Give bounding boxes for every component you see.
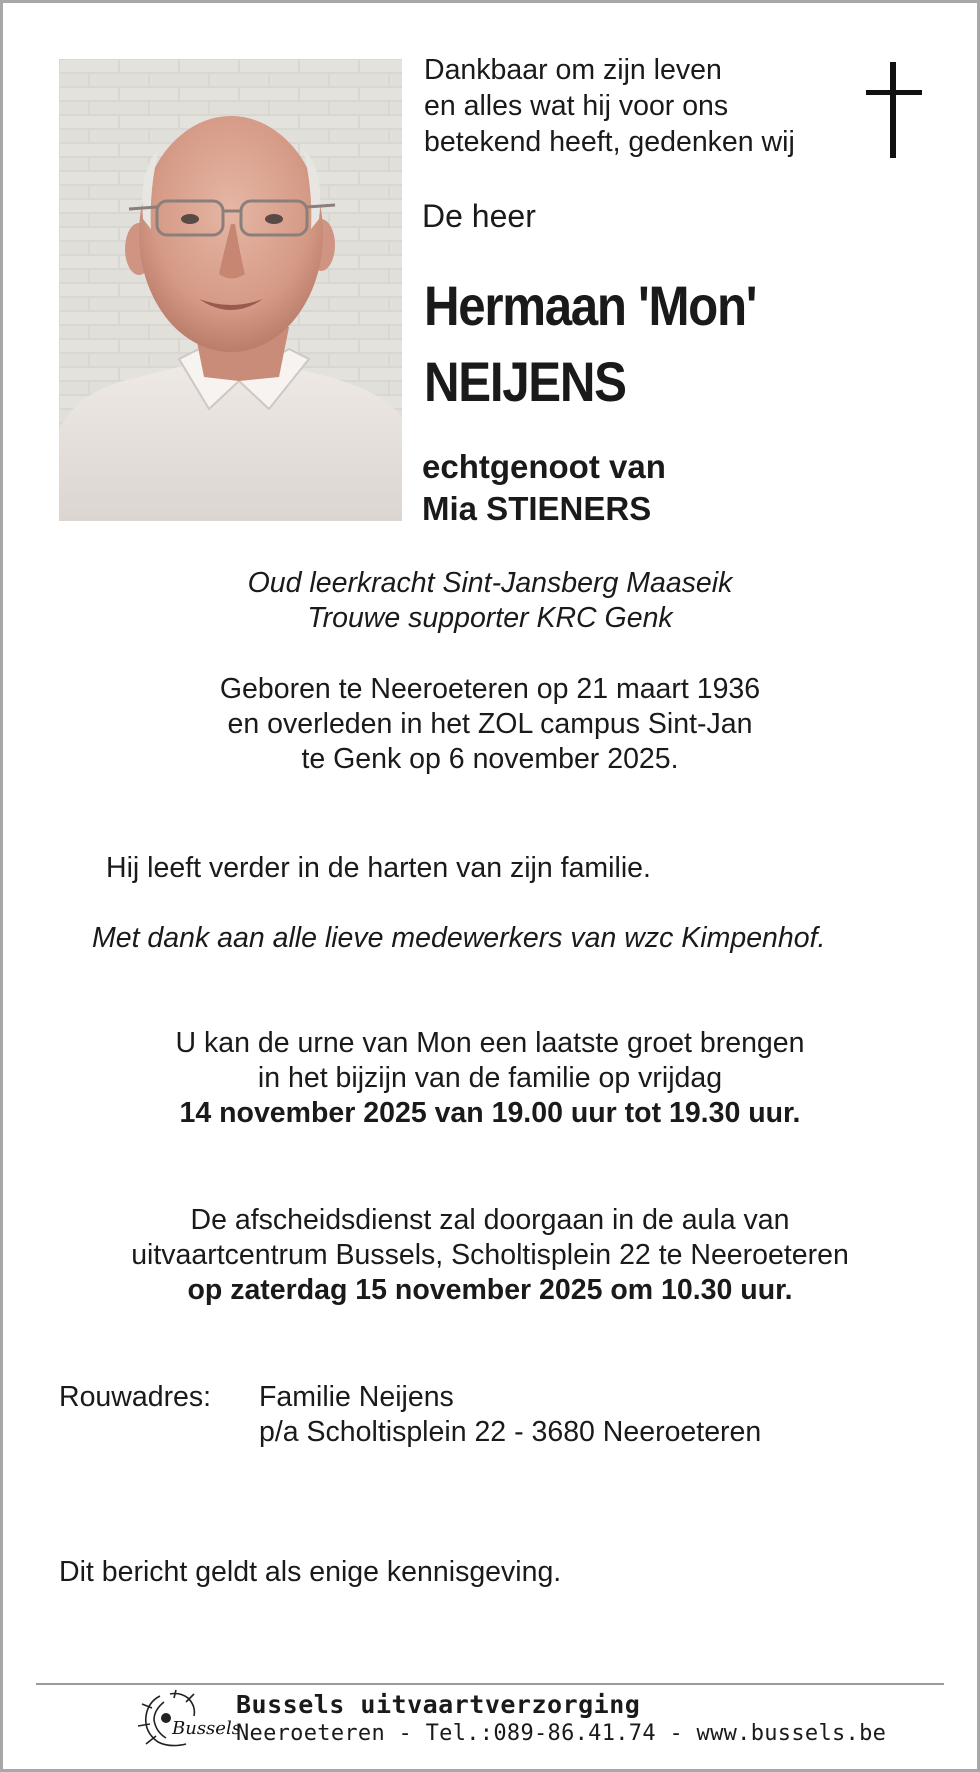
cross-icon <box>866 62 922 158</box>
service-line-2: uitvaartcentrum Bussels, Scholtisplein 22 te Neeroeteren <box>131 1239 849 1271</box>
service-line-1: De afscheidsdienst zal doorgaan in de aula van <box>190 1204 790 1236</box>
visit-line-2: in het bijzijn van de familie op vrijdag <box>257 1062 723 1094</box>
address-label: Rouwadres: <box>59 1381 212 1413</box>
address-line-2: p/a Scholtisplein 22 - 3680 Neeroeteren <box>259 1416 762 1448</box>
service-datetime: op zaterdag 15 november 2025 om 10.30 uur. <box>187 1274 793 1306</box>
portrait-photo <box>59 59 402 521</box>
family-line: Hij leeft verder in de harten van zijn familie. <box>106 852 651 884</box>
spouse-label: echtgenoot van <box>422 448 666 485</box>
deceased-name <box>424 268 756 420</box>
role-line-1: Oud leerkracht Sint-Jansberg Maaseik <box>247 567 733 599</box>
honorific: De heer <box>422 198 536 234</box>
footer-company: Bussels uitvaartverzorging <box>236 1690 641 1719</box>
thanks-line: Met dank aan alle lieve medewerkers van wzc Kimpenhof. <box>92 922 826 954</box>
roles-block <box>0 566 980 636</box>
life-dates-block <box>0 672 980 777</box>
opening-line-3: betekend heeft, gedenken wij <box>424 126 795 158</box>
life-line-1: Geboren te Neeroeteren op 21 maart 1936 <box>219 673 761 705</box>
visit-line-1: U kan de urne van Mon een laatste groet brengen <box>175 1027 805 1059</box>
address-line-1: Familie Neijens <box>259 1381 454 1413</box>
role-line-2: Trouwe supporter KRC Genk <box>307 602 673 634</box>
deceased-last-name: NEIJENS <box>424 350 626 413</box>
logo-text: Bussels <box>172 1718 241 1739</box>
opening-line-1: Dankbaar om zijn leven <box>424 54 722 86</box>
notice-line: Dit bericht geldt als enige kennisgeving. <box>59 1556 562 1588</box>
bussels-logo <box>130 1688 241 1752</box>
opening-line-2: en alles wat hij voor ons <box>424 90 729 122</box>
life-line-3: te Genk op 6 november 2025. <box>301 743 679 775</box>
visit-block <box>0 1026 980 1131</box>
deceased-first-name: Hermaan 'Mon' <box>424 274 757 337</box>
spouse-name: Mia STIENERS <box>422 490 652 527</box>
footer-divider <box>36 1683 944 1685</box>
visit-datetime: 14 november 2025 van 19.00 uur tot 19.30 uur. <box>179 1097 801 1129</box>
footer-contact: Neeroeteren - Tel.:089-86.41.74 - www.bussels.be <box>236 1721 887 1746</box>
service-block <box>0 1203 980 1308</box>
footer-text <box>236 1690 886 1748</box>
address-value <box>259 1380 761 1450</box>
life-line-2: en overleden in het ZOL campus Sint-Jan <box>227 708 753 740</box>
opening-text <box>424 52 844 160</box>
